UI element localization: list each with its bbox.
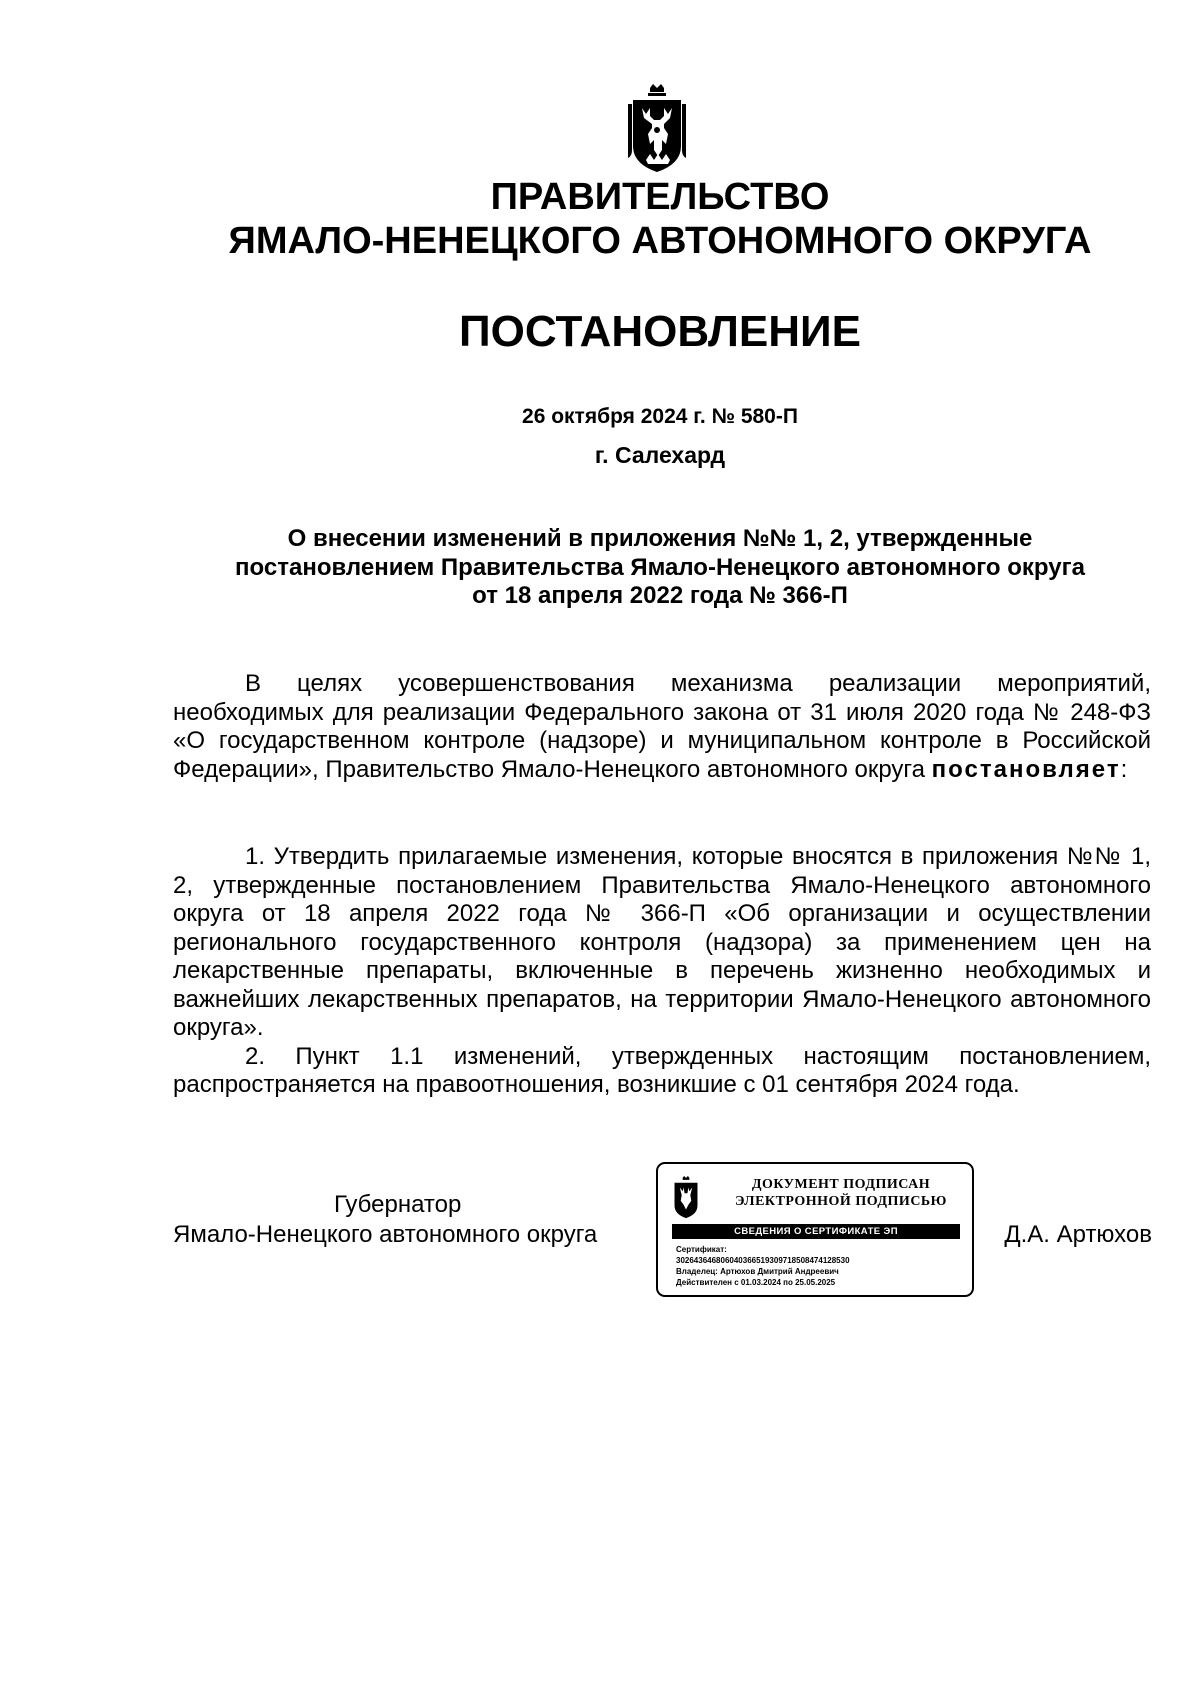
date-number: 26 октября 2024 г. № 580-П — [522, 405, 798, 428]
stamp-certificate-bar: СВЕДЕНИЯ О СЕРТИФИКАТЕ ЭП — [672, 1224, 960, 1239]
decree-word: постановляет — [931, 755, 1121, 783]
title-line3: от 18 апреля 2022 года № 366-П — [472, 582, 848, 609]
decree-colon: : — [1120, 755, 1128, 783]
city: г. Салехард — [594, 442, 726, 468]
coat-of-arms-icon — [672, 1176, 700, 1220]
electronic-signature-stamp — [656, 1162, 974, 1297]
cert-owner: Владелец: Артюхов Дмитрий Андреевич — [676, 1267, 839, 1276]
document-type: ПОСТАНОВЛЕНИЕ — [458, 307, 862, 356]
intro-paragraph — [173, 670, 1151, 784]
cert-validity: Действителен с 01.03.2024 по 25.05.2025 — [676, 1278, 836, 1287]
position-line1: Губернатор — [334, 1191, 462, 1218]
decree-item-1: 1. Утвердить прилагаемые изменения, которые вносятся в приложения №№ 1, 2, утвержденные постановлением Правительства Ямало-Ненецкого автономного округа от 18 апреля 2022 года № 366-П «Об организации и осуществлении регионального государственного контроля (надзора) за применением цен на лекарственные препараты, включенные в перечень жизненно необходимых и важнейших лекарственных препаратов, на территории Ямало-Ненецкого автономного округа». — [173, 843, 1151, 1041]
stamp-heading-line2: ЭЛЕКТРОННОЙ ПОДПИСЬЮ — [735, 1194, 947, 1209]
stamp-heading — [716, 1176, 966, 1210]
position-line2: Ямало-Ненецкого автономного округа — [173, 1221, 598, 1248]
stamp-details — [676, 1244, 966, 1288]
org-name-line2: ЯМАЛО-НЕНЕЦКОГО АВТОНОМНОГО ОКРУГА — [228, 220, 1092, 262]
cert-label: Сертификат: — [676, 1245, 727, 1254]
intro-text: В целях усовершенствования механизма реализации мероприятий, необходимых для реализации Федерального закона от 31 июля 2020 года № 248-ФЗ «О государственном контроле (надзоре) и муниципальном контроле в Российской Федерации», Правительство Ямало-Ненецкого автономного округа — [173, 670, 1151, 783]
decree-items — [173, 843, 1151, 1100]
signatory-name: Д.А. Артюхов — [1004, 1221, 1152, 1248]
document-title — [175, 525, 1145, 611]
stamp-heading-line1: ДОКУМЕНТ ПОДПИСАН — [751, 1177, 931, 1192]
cert-number: 302643646806040366519309718508474128530 — [676, 1256, 850, 1265]
decree-item-2: 2. Пункт 1.1 изменений, утвержденных настоящим постановлением, распространяется на правоотношения, возникшие с 01 сентября 2024 года. — [173, 1042, 1151, 1098]
title-line2: постановлением Правительства Ямало-Ненецкого автономного округа — [235, 553, 1085, 581]
org-name-line1: ПРАВИТЕЛЬСТВО — [490, 176, 830, 218]
signatory-position — [173, 1190, 643, 1250]
title-line1: О внесении изменений в приложения №№ 1, 2, утвержденные — [287, 525, 1033, 552]
coat-of-arms-icon — [628, 84, 686, 176]
